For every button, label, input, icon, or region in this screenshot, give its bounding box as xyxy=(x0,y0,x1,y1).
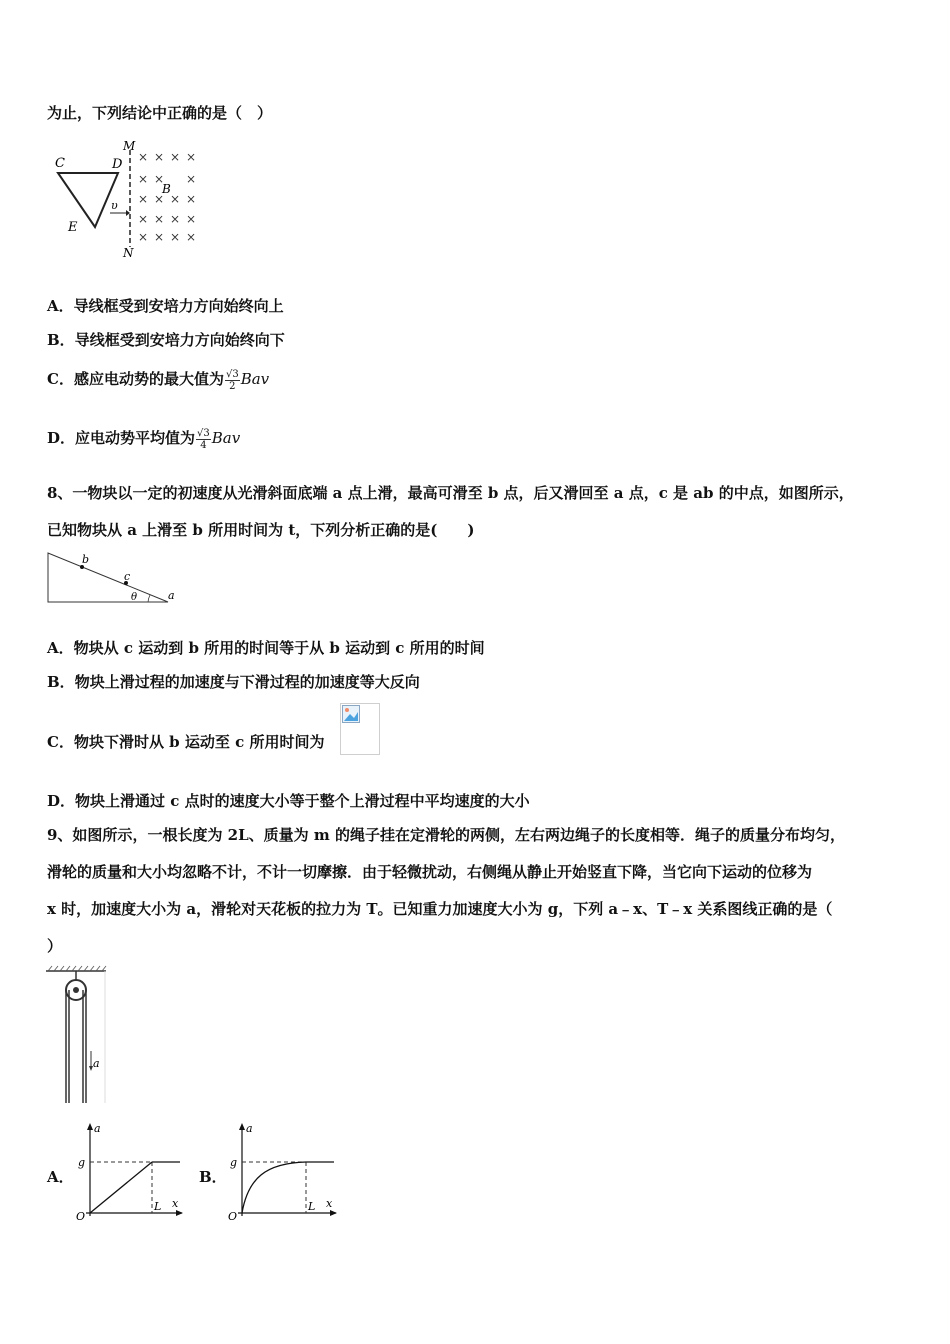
q8-option-a xyxy=(47,637,485,658)
q9-pulley-figure xyxy=(44,965,108,1107)
cross-mark: × xyxy=(186,150,197,164)
cross-mark: × xyxy=(170,230,181,244)
q8-incline-figure xyxy=(46,550,181,606)
q9-line-1: 9、如图所示，一根长度为 2L、质量为 m 的绳子挂在定滑轮的两侧，左右两边绳子的长度相等．绳子的质量分布均匀， xyxy=(47,826,845,844)
option-text: 物块从 c 运动到 b 所用的时间等于从 b 运动到 c 所用的时间 xyxy=(73,639,485,657)
label-theta: θ xyxy=(131,592,138,603)
tick-label-g: g xyxy=(78,1156,86,1169)
cross-mark: × xyxy=(138,192,149,206)
label-m: M xyxy=(123,139,136,153)
axis-label-x: x xyxy=(172,1197,179,1210)
intro-line: 为止，下列结论中正确的是（ ） xyxy=(47,104,273,122)
option-key: B． xyxy=(47,673,75,691)
fraction-numerator: √3 xyxy=(225,368,239,380)
fraction-denominator: 2 xyxy=(229,380,236,392)
q8-option-c xyxy=(47,731,324,752)
image-placeholder-icon xyxy=(342,705,360,723)
label-b: B xyxy=(162,182,171,196)
cross-mark: × xyxy=(138,230,149,244)
fraction-denominator: 4 xyxy=(200,439,207,451)
q9-graph-b xyxy=(224,1120,342,1224)
cross-mark: × xyxy=(154,212,165,226)
tick-label-l: L xyxy=(308,1200,316,1213)
cross-mark: × xyxy=(186,192,197,206)
cross-mark: × xyxy=(186,212,197,226)
option-key: C． xyxy=(47,370,74,388)
cross-mark: × xyxy=(170,212,181,226)
q9-graph-a xyxy=(72,1120,187,1224)
label-a: a xyxy=(168,589,175,602)
option-key: D． xyxy=(47,792,76,810)
tick-label-g: g xyxy=(230,1156,238,1169)
cross-mark: × xyxy=(186,230,197,244)
cross-mark: × xyxy=(138,150,149,164)
option-key: D． xyxy=(47,429,76,447)
cross-mark: × xyxy=(154,172,165,186)
label-b: b xyxy=(82,553,90,566)
q8-line-1: 8、一物块以一定的初速度从光滑斜面底端 a 点上滑，最高可滑至 b 点，后又滑回至 a 点，c 是 ab 的中点，如图所示， xyxy=(47,484,854,502)
formula-tail: Bav xyxy=(211,429,241,447)
cross-mark: × xyxy=(170,150,181,164)
option-text: 感应电动势的最大值为 xyxy=(73,370,224,388)
fraction-numerator: √3 xyxy=(197,427,210,439)
q7-option-d xyxy=(47,427,240,451)
axis-label-y: a xyxy=(246,1122,253,1135)
option-text: 应电动势平均值为 xyxy=(75,429,196,447)
q8-line-2: 已知物块从 a 上滑至 b 所用时间为 t，下列分析正确的是( ) xyxy=(47,521,475,539)
q9-option-a-key: A． xyxy=(47,1168,74,1186)
q9-line-3: x 时，加速度大小为 a，滑轮对天花板的拉力为 T。已知重力加速度大小为 g，下列 a﹣x、T﹣x 关系图线正确的是（ xyxy=(47,900,833,918)
label-v: υ xyxy=(111,199,118,212)
q8-option-d xyxy=(47,790,530,811)
pulley-label-a: a xyxy=(93,1057,100,1070)
axis-label-x: x xyxy=(326,1197,333,1210)
cross-mark: × xyxy=(154,150,165,164)
q9-option-b-key: B． xyxy=(199,1168,227,1186)
origin-label: O xyxy=(76,1210,86,1223)
label-e: E xyxy=(68,220,78,235)
option-text: 导线框受到安培力方向始终向下 xyxy=(74,331,285,349)
fraction xyxy=(225,369,240,392)
q9-line-4: ） xyxy=(47,937,63,955)
q9-line-2: 滑轮的质量和大小均忽略不计，不计一切摩擦．由于轻微扰动，右侧绳从静止开始竖直下降，当它向下运动的位移为 xyxy=(47,863,813,881)
cross-mark: × xyxy=(186,172,197,186)
cross-mark: × xyxy=(154,230,165,244)
q7-option-a xyxy=(47,295,284,316)
option-text: 物块上滑通过 c 点时的速度大小等于整个上滑过程中平均速度的大小 xyxy=(75,792,530,810)
label-d: D xyxy=(112,157,123,172)
cross-mark: × xyxy=(170,192,181,206)
origin-label: O xyxy=(228,1210,238,1223)
label-c: C xyxy=(55,156,65,171)
fraction xyxy=(196,428,211,451)
option-text: 物块上滑过程的加速度与下滑过程的加速度等大反向 xyxy=(74,673,420,691)
option-text: 导线框受到安培力方向始终向上 xyxy=(73,297,284,315)
option-key: A． xyxy=(47,297,74,315)
cross-mark: × xyxy=(154,192,165,206)
q8-option-b xyxy=(47,671,420,692)
axis-label-y: a xyxy=(94,1122,101,1135)
cross-mark: × xyxy=(138,172,149,186)
q7-option-b xyxy=(47,329,285,350)
option-text: 物块下滑时从 b 运动至 c 所用时间为 xyxy=(73,733,325,751)
label-n: N xyxy=(123,246,134,260)
q7-option-c xyxy=(47,368,269,392)
q7-figure xyxy=(50,135,210,260)
option-key: A． xyxy=(47,639,74,657)
option-key: C． xyxy=(47,733,74,751)
broken-image-icon xyxy=(340,703,380,755)
cross-mark: × xyxy=(138,212,149,226)
option-key: B． xyxy=(47,331,75,349)
label-c: c xyxy=(124,570,131,583)
tick-label-l: L xyxy=(154,1200,162,1213)
formula-tail: Bav xyxy=(240,370,270,388)
